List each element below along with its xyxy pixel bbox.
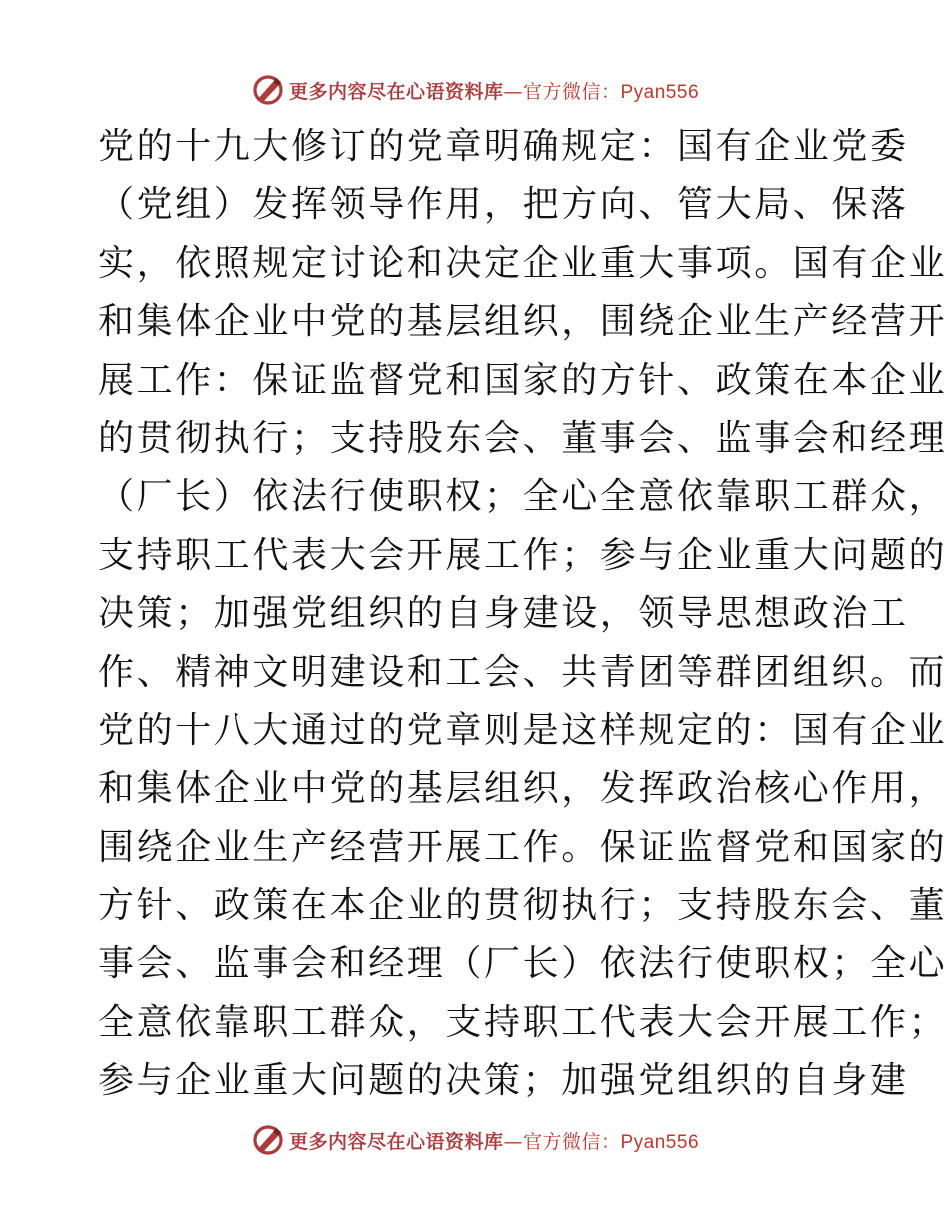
watermark-handle: Pyan556 bbox=[620, 81, 700, 103]
text-line: 参与企业重大问题的决策；加强党组织的自身建 bbox=[98, 1060, 909, 1102]
watermark-lead: 更多内容尽在心语资料库 bbox=[288, 80, 504, 103]
text-line: 实，依照规定讨论和决定企业重大事项。国有企业 bbox=[98, 242, 948, 284]
watermark-text bbox=[289, 77, 699, 104]
document-body bbox=[98, 118, 948, 1111]
pen-circle-logo-icon bbox=[251, 73, 285, 107]
watermark-text bbox=[289, 1127, 699, 1154]
watermark-official: 官方微信： bbox=[522, 80, 621, 103]
watermark-separator: — bbox=[503, 1130, 523, 1153]
text-line: 作、精神文明建设和工会、共青团等群团组织。而 bbox=[98, 651, 948, 693]
text-line: 和集体企业中党的基层组织，围绕企业生产经营开 bbox=[98, 301, 948, 343]
text-line: 党的十九大修订的党章明确规定：国有企业党委 bbox=[98, 126, 909, 167]
text-line: 全意依靠职工群众，支持职工代表大会开展工作； bbox=[98, 1001, 948, 1043]
text-line: 和集体企业中党的基层组织，发挥政治核心作用， bbox=[98, 768, 948, 810]
text-line: 党的十八大通过的党章则是这样规定的：国有企业 bbox=[98, 709, 948, 751]
watermark-official: 官方微信： bbox=[522, 1130, 621, 1153]
pen-circle-logo-icon bbox=[251, 1123, 285, 1157]
footer-watermark bbox=[0, 1120, 950, 1160]
text-line: 事会、监事会和经理（厂长）依法行使职权；全心 bbox=[98, 943, 948, 985]
text-line: （党组）发挥领导作用，把方向、管大局、保落 bbox=[98, 184, 909, 226]
header-watermark bbox=[0, 70, 950, 110]
text-line: （厂长）依法行使职权；全心全意依靠职工群众， bbox=[98, 476, 948, 518]
watermark-separator: — bbox=[503, 80, 523, 103]
text-line: 围绕企业生产经营开展工作。保证监督党和国家的 bbox=[98, 826, 948, 868]
text-line: 决策；加强党组织的自身建设，领导思想政治工 bbox=[98, 593, 909, 635]
watermark-handle: Pyan556 bbox=[620, 1131, 700, 1153]
text-line: 的贯彻执行；支持股东会、董事会、监事会和经理 bbox=[98, 417, 948, 459]
text-line: 方针、政策在本企业的贯彻执行；支持股东会、董 bbox=[98, 885, 948, 927]
text-line: 支持职工代表大会开展工作；参与企业重大问题的 bbox=[98, 534, 948, 576]
text-line: 展工作：保证监督党和国家的方针、政策在本企业 bbox=[98, 359, 948, 401]
watermark-lead: 更多内容尽在心语资料库 bbox=[288, 1130, 504, 1153]
